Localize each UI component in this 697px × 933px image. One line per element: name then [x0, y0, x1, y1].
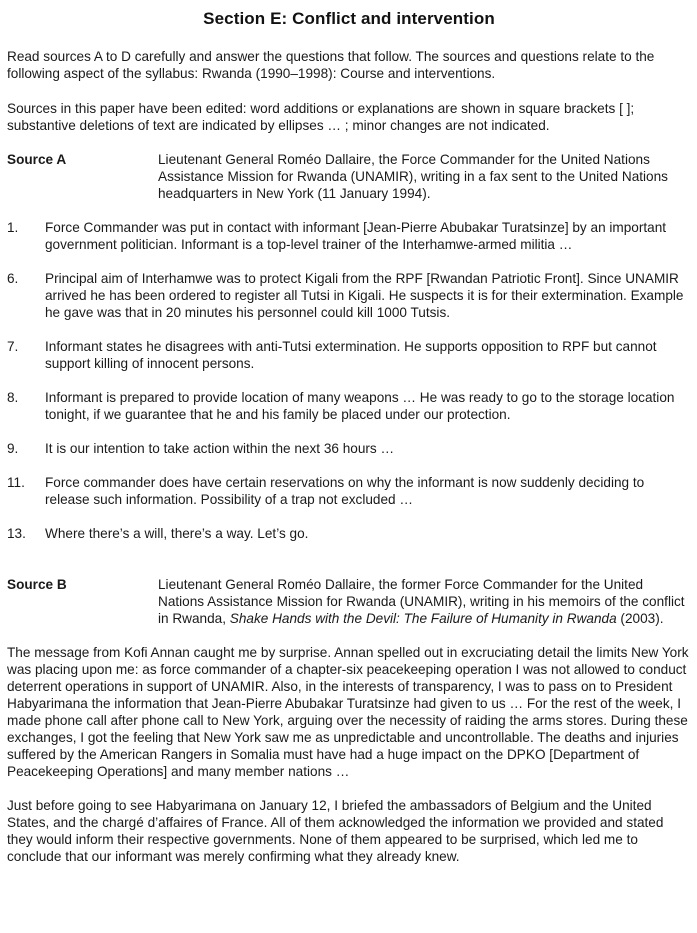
- editorial-note: Sources in this paper have been edited: word additions or explanations are shown in square brackets [ ]; substantive deletions of text are indicated by ellipses … ; minor changes are not indicated.: [7, 101, 635, 133]
- exam-page: [7, 8, 691, 865]
- point-number: 8.: [7, 390, 19, 405]
- source-a-label: Source A: [7, 152, 67, 167]
- point-text: Force Commander was put in contact with informant [Jean-Pierre Abubakar Turatsinze] by an important government politician. Informant is a top-level trainer of the Interhamwe-armed militia …: [45, 220, 667, 252]
- point-number: 9.: [7, 441, 19, 456]
- point-number: 11.: [7, 475, 25, 490]
- source-b-paragraph: The message from Kofi Annan caught me by surprise. Annan spelled out in excruciating detail the limits New York was placing upon me: as force commander of a chapter-six peacekeeping operation I was not allowed to conduct deterrent operations in support of UNAMIR. Also, in the interests of transparency, I was to pass on to President Habyarimana the information that Jean-Pierre Abubakar Turatsinze had given to us … For the rest of the week, I made phone call after phone call to New York, arguing over the necessity of raiding the arms stores. During these exchanges, I got the feeling that New York saw me as unpredictable and uncontrollable. The deaths and injuries suffered by the American Rangers in Somalia must have had a huge impact on the DPKO [Department of Peacekeeping Operations] and many member nations …: [7, 645, 689, 779]
- source-b-header: [7, 576, 691, 627]
- source-b-label: Source B: [7, 577, 67, 592]
- section-title: Section E: Conflict and intervention: [203, 9, 495, 28]
- source-a-point: [7, 389, 691, 423]
- source-a-description: Lieutenant General Roméo Dallaire, the Force Commander for the United Nations Assistance Mission for Rwanda (UNAMIR), writing in a fax sent to the United Nations headquarters in New York (11 January 1994).: [158, 152, 668, 201]
- book-title: Shake Hands with the Devil: The Failure of Humanity in Rwanda: [229, 611, 617, 626]
- point-text: Force commander does have certain reservations on why the informant is now suddenly deciding to release such information. Possibility of a trap not excluded …: [45, 475, 645, 507]
- instructions-paragraph: Read sources A to D carefully and answer the questions that follow. The sources and questions relate to the following aspect of the syllabus: Rwanda (1990–1998): Course and interventions.: [7, 49, 655, 81]
- source-a-header: [7, 151, 691, 202]
- source-a-point: [7, 474, 691, 508]
- point-text: Informant states he disagrees with anti-Tutsi extermination. He supports opposition to RPF but cannot support killing of innocent persons.: [45, 339, 657, 371]
- source-b-description-date: (2003).: [616, 611, 664, 626]
- point-number: 7.: [7, 339, 19, 354]
- source-a-point: [7, 525, 691, 542]
- point-number: 1.: [7, 220, 19, 235]
- source-b-paragraph: Just before going to see Habyarimana on January 12, I briefed the ambassadors of Belgium and the United States, and the chargé d’affaires of France. All of them acknowledged the information we provided and stated they would inform their respective governments. None of them appeared to be surprised, which led me to conclude that our informant was merely confirming what they already knew.: [7, 798, 664, 864]
- point-number: 13.: [7, 526, 26, 541]
- source-a-point: [7, 219, 691, 253]
- source-a-point: [7, 338, 691, 372]
- source-b-description-text: Lieutenant General Roméo Dallaire, the former Force Commander for the United Nations Assistance Mission for Rwanda (UNAMIR), writing in his memoirs of the conflict in Rwanda,: [158, 577, 685, 626]
- source-a-point: [7, 270, 691, 321]
- point-text: Where there’s a will, there’s a way. Let’s go.: [45, 526, 309, 541]
- source-b-description: [158, 576, 691, 627]
- point-text: It is our intention to take action within the next 36 hours …: [45, 441, 395, 456]
- point-text: Informant is prepared to provide location of many weapons … He was ready to go to the storage location tonight, if we guarantee that he and his family be placed under our protection.: [45, 390, 675, 422]
- point-text: Principal aim of Interhamwe was to protect Kigali from the RPF [Rwandan Patriotic Front]. Since UNAMIR arrived he has been ordered to register all Tutsi in Kigali. He suspects it is for their extermination. Example he gave was that in 20 minutes his personnel could kill 1000 Tutsis.: [45, 271, 684, 320]
- point-number: 6.: [7, 271, 19, 286]
- source-a-point: [7, 440, 691, 457]
- source-a-points: [7, 219, 691, 542]
